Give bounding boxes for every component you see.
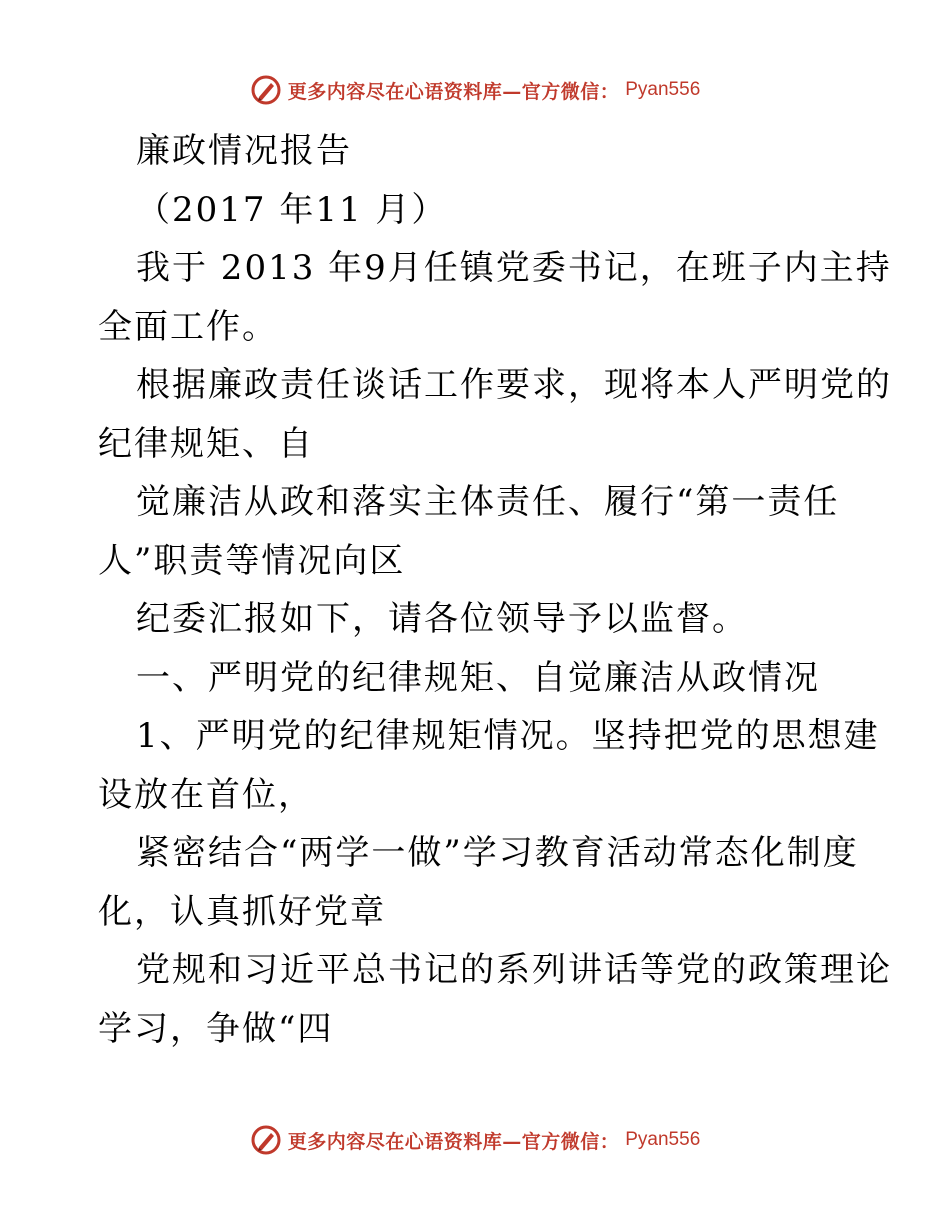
header-watermark [0,70,950,110]
document-title: 廉政情况报告 [136,131,352,171]
document-body [98,122,892,1058]
pen-circle-icon [250,1124,282,1156]
paragraph-line: 觉廉洁从政和落实主体责任、履行“第一责任 [136,482,840,522]
watermark-id: Pyan556 [625,1129,701,1150]
paragraph-line: 学习，争做“四 [98,1008,334,1049]
paragraph-line: 纪律规矩、自 [98,423,314,464]
paragraph-line: 紧密结合“两学一做”学习教育活动常态化制度 [136,833,859,873]
watermark-text: 更多内容尽在心语资料库—官方微信： [287,1130,620,1153]
section-heading: 一、严明党的纪律规矩、自觉廉洁从政情况 [136,657,820,698]
paragraph-line: 全面工作。 [98,306,278,347]
document-date: （2017 年11 月） [136,189,448,230]
paragraph-line: 我于 2013 年9月任镇党委书记，在班子内主持 [136,248,892,288]
footer-watermark [0,1120,950,1160]
pen-circle-icon [250,74,282,106]
watermark-text: 更多内容尽在心语资料库—官方微信： [287,80,620,103]
paragraph-line: 设放在首位， [98,774,314,815]
paragraph-line: 1、严明党的纪律规矩情况。坚持把党的思想建 [136,716,880,756]
paragraph-line: 根据廉政责任谈话工作要求，现将本人严明党的 [136,365,892,405]
watermark-id: Pyan556 [625,79,701,100]
paragraph-line: 人”职责等情况向区 [98,540,406,581]
paragraph-line: 党规和习近平总书记的系列讲话等党的政策理论 [136,950,892,990]
paragraph-line: 纪委汇报如下，请各位领导予以监督。 [136,599,748,639]
paragraph-line: 化，认真抓好党章 [98,891,386,932]
